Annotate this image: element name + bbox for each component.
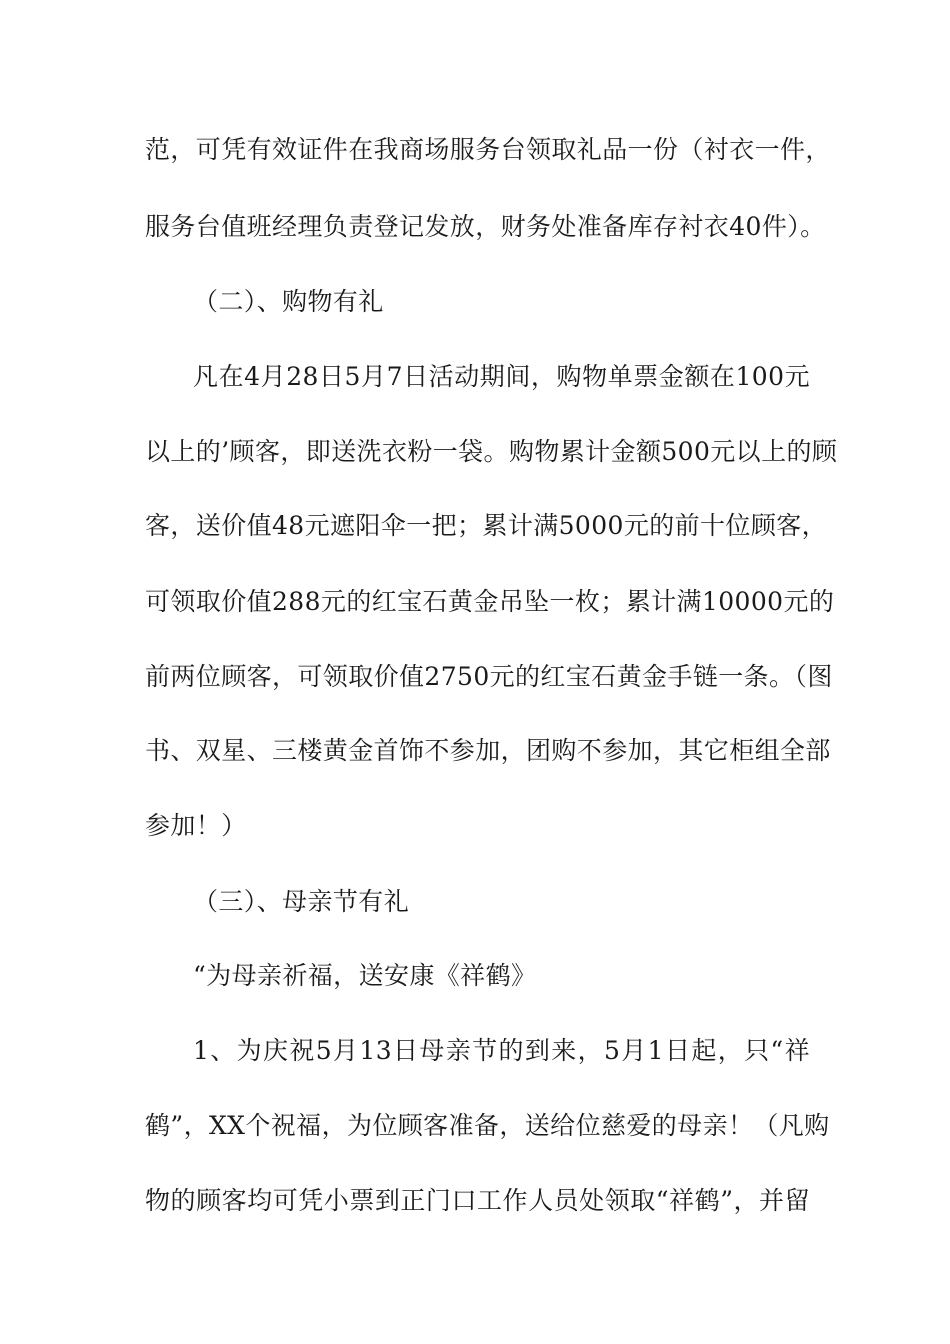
text-line-13: 1、为庆祝5月13日母亲节的到来，5月1日起，只“祥	[193, 1036, 810, 1065]
text-line-7: 可领取价值288元的红宝石黄金吊坠一枚；累计满10000元的	[145, 587, 835, 616]
text-line-2: 服务台值班经理负责登记发放，财务处准备库存衬衣40件）。	[145, 212, 826, 241]
text-line-5: 以上的’顾客，即送洗衣粉一袋。购物累计金额500元以上的顾	[145, 437, 838, 466]
text-line-15: 物的顾客均可凭小票到正门口工作人员处领取“祥鹤”，并留	[145, 1186, 810, 1215]
text-line-14: 鹤”，XX个祝福，为位顾客准备，送给位慈爱的母亲！（凡购	[145, 1111, 830, 1140]
text-line-12: “为母亲祈福，送安康《祥鹤》	[193, 961, 537, 990]
section-heading-3: （三）、母亲节有礼	[193, 887, 410, 916]
text-line-6: 客，送价值48元遮阳伞一把；累计满5000元的前十位顾客，	[145, 511, 828, 540]
section-heading-2: （二）、购物有礼	[193, 287, 384, 316]
text-line-4: 凡在4月28日5月7日活动期间，购物单票金额在100元	[193, 362, 810, 391]
text-line-8: 前两位顾客，可领取价值2750元的红宝石黄金手链一条。（图	[145, 662, 833, 691]
text-line-10: 参加！）	[145, 811, 247, 840]
text-line-1: 范，可凭有效证件在我商场服务台领取礼品一份（衬衣一件，	[145, 135, 831, 164]
text-line-9: 书、双星、三楼黄金首饰不参加，团购不参加，其它柜组全部	[145, 736, 831, 765]
